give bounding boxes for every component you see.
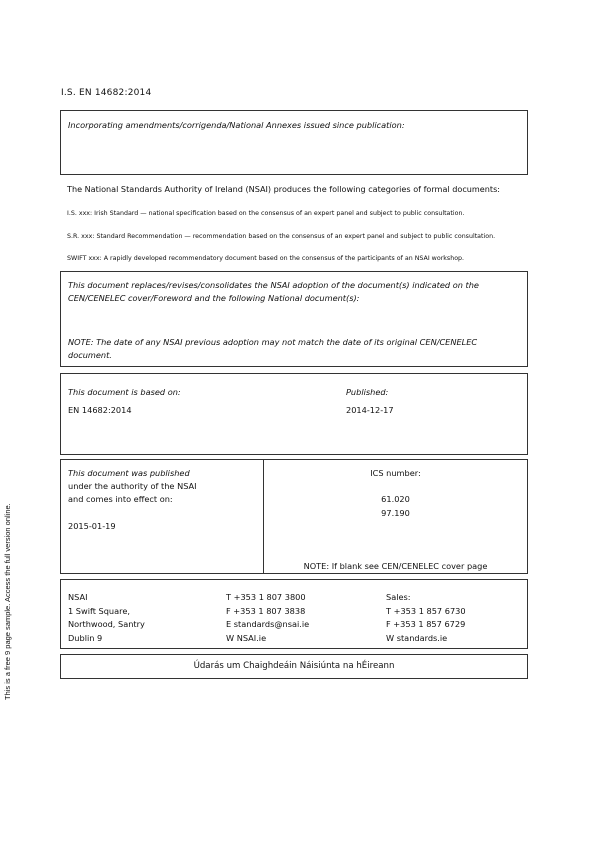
category-swift: SWIFT xxx: A rapidly developed recommendatory document based on the consensus of the participants of an NSAI workshop. <box>67 255 465 262</box>
document-id: I.S. EN 14682:2014 <box>61 88 152 98</box>
replaces-note2: document. <box>68 350 112 360</box>
nsai-phone: T +353 1 807 3800 <box>226 592 306 602</box>
based-on-label: This document is based on: <box>68 387 181 397</box>
category-is: I.S. xxx: Irish Standard — national specification based on the consensus of an expert panel and subject to public consultation. <box>67 210 465 217</box>
side-note: This is a free 9 page sample. Access the full version online. <box>3 503 12 700</box>
sales-label: Sales: <box>386 592 411 602</box>
effect-date: 2015-01-19 <box>68 521 116 531</box>
footer-text: Údarás um Chaighdeáin Náisiúnta na hÉireann <box>193 661 395 671</box>
address-line: 1 Swift Square, <box>68 605 130 616</box>
nsai-fax: F +353 1 807 3838 <box>226 605 306 616</box>
nsai-email: E standards@nsai.ie <box>226 619 310 629</box>
amendments-box <box>60 110 528 175</box>
effect-ics-box <box>60 459 528 574</box>
category-sr: S.R. xxx: Standard Recommendation — recommendation based on the consensus of an expert panel and subject to public consultation. <box>67 233 496 240</box>
sales-fax: F +353 1 857 6729 <box>386 619 466 629</box>
replaces-line2: CEN/CENELEC cover/Foreword and the following National document(s): <box>68 293 360 303</box>
ics-number-1: 61.020 <box>381 494 410 504</box>
published-value: 2014-12-17 <box>346 405 394 415</box>
address-line: Northwood, Santry <box>68 619 145 629</box>
address-block <box>68 591 145 645</box>
published-label: Published: <box>346 387 389 397</box>
effect-line1: This document was published <box>68 468 190 478</box>
amendments-text: Incorporating amendments/corrigenda/National Annexes issued since publication: <box>68 120 405 130</box>
address-line: NSAI <box>68 592 88 602</box>
ics-number-2: 97.190 <box>381 508 410 518</box>
effect-line3: and comes into effect on: <box>68 494 173 504</box>
contact-box <box>60 579 528 649</box>
replaces-box <box>60 271 528 367</box>
replaces-line1: This document replaces/revises/consolidates the NSAI adoption of the document(s) indicated on the <box>68 280 479 290</box>
nsai-website: W NSAI.ie <box>226 632 267 643</box>
intro-text: The National Standards Authority of Ireland (NSAI) produces the following categories of formal documents: <box>67 184 501 194</box>
ics-note: NOTE: If blank see CEN/CENELEC cover page <box>303 561 488 571</box>
sales-phone: T +353 1 857 6730 <box>386 605 466 616</box>
replaces-note1: NOTE: The date of any NSAI previous adoption may not match the date of its original CEN/CENELEC <box>68 337 478 347</box>
based-on-box <box>60 373 528 455</box>
footer-box <box>60 654 528 679</box>
sales-contact-block <box>386 591 466 645</box>
address-line: Dublin 9 <box>68 632 103 643</box>
nsai-contact-block <box>226 591 309 645</box>
sales-website: W standards.ie <box>386 632 448 643</box>
effect-line2: under the authority of the NSAI <box>68 481 197 491</box>
based-on-value: EN 14682:2014 <box>68 405 132 415</box>
ics-label: ICS number: <box>370 468 421 478</box>
